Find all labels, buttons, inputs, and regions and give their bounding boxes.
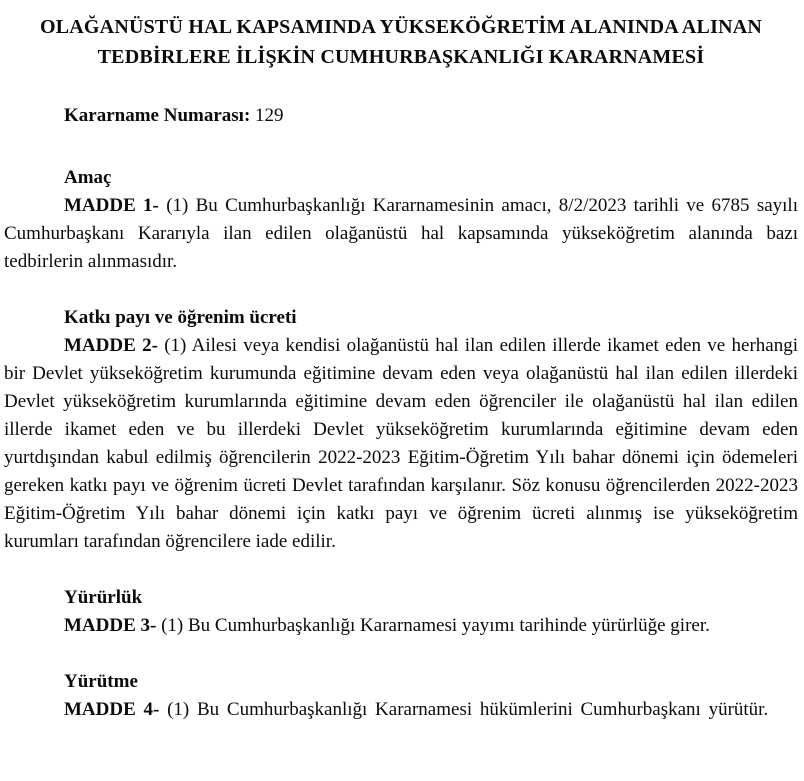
madde-2-label: MADDE 2- (64, 335, 158, 356)
article-madde-2 (4, 332, 798, 556)
section-yururluk (4, 584, 798, 640)
madde-4-label: MADDE 4- (64, 699, 160, 720)
section-heading-katki-payi: Katkı payı ve öğrenim ücreti (64, 307, 297, 328)
section-heading-yururluk: Yürürlük (64, 587, 143, 608)
section-yurutme (4, 668, 798, 724)
document-title-line2: TEDBİRLERE İLİŞKİN CUMHURBAŞKANLIĞI KARARNAMESİ (97, 46, 705, 68)
madde-4-text: (1) Bu Cumhurbaşkanlığı Kararnamesi hükümlerini Cumhurbaşkanı yürütür. (167, 699, 769, 720)
decree-number-line (64, 102, 798, 130)
madde-1-label: MADDE 1- (64, 195, 159, 216)
section-heading-amac: Amaç (64, 167, 112, 188)
article-madde-4 (4, 696, 798, 724)
document-title-line1: OLAĞANÜSTÜ HAL KAPSAMINDA YÜKSEKÖĞRETİM ALANINDA ALINAN (39, 16, 763, 38)
section-heading-yurutme: Yürütme (64, 671, 138, 692)
madde-2-text: (1) Ailesi veya kendisi olağanüstü hal ilan edilen illerde ikamet eden ve herhangi bir Devlet yükseköğretim kurumunda eğitimine devam eden veya olağanüstü hal ilan edilen illerdeki Devlet yükseköğretim kurumlarında eğitimine devam eden öğrenciler ile olağanüstü hal ilan edilen illerde ikamet eden ve bu illerdeki Devlet yükseköğretim kurumlarında eğitimine devam eden yurtdışından kabul edilmiş öğrencilerin 2022-2023 Eğitim-Öğretim Yılı bahar dönemi için ödemeleri gereken katkı payı ve öğrenim ücreti Devlet tarafından karşılanır. Söz konusu öğrencilerden 2022-2023 Eğitim-Öğretim Yılı bahar dönemi için katkı payı ve öğrenim ücreti alınmış ise yükseköğretim kurumları tarafından öğrencilere iade edilir. (4, 335, 798, 552)
section-amac (4, 164, 798, 276)
article-madde-1 (4, 192, 798, 276)
document-title (14, 12, 788, 72)
section-katki-payi (4, 304, 798, 556)
decree-number-label: Kararname Numarası: (64, 105, 251, 126)
madde-1-text: (1) Bu Cumhurbaşkanlığı Kararnamesinin amacı, 8/2/2023 tarihli ve 6785 sayılı Cumhurbaşkanı Kararıyla ilan edilen olağanüstü hal kapsamında yükseköğretim alanında bazı tedbirlerin alınmasıdır. (4, 195, 798, 272)
madde-3-text: (1) Bu Cumhurbaşkanlığı Kararnamesi yayımı tarihinde yürürlüğe girer. (161, 615, 710, 636)
madde-3-label: MADDE 3- (64, 615, 157, 636)
decree-number-value: 129 (255, 105, 284, 126)
article-madde-3 (4, 612, 798, 640)
